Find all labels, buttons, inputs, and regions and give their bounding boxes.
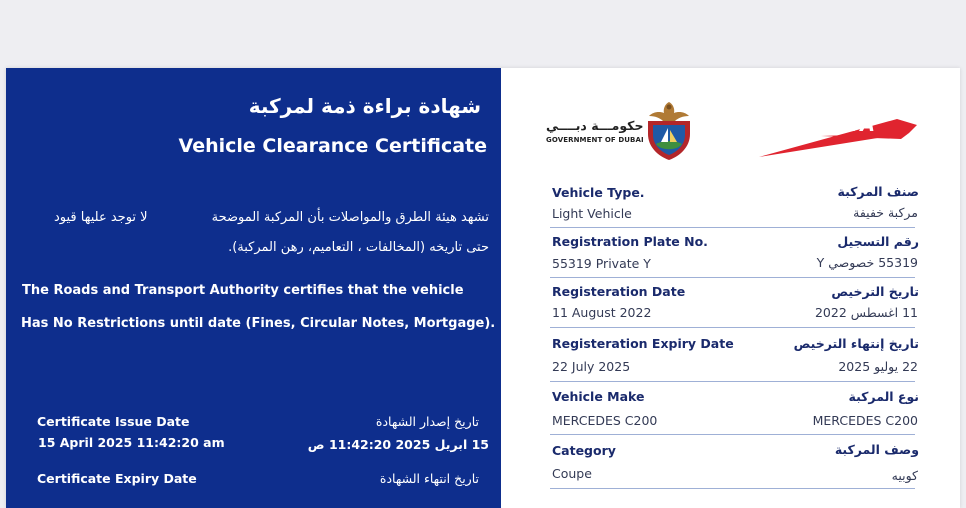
field-value-en: 11 August 2022 — [552, 305, 652, 320]
field-value-ar: 22 يوليو 2025 — [838, 359, 918, 374]
field-separator — [550, 434, 915, 435]
field-value-en: 55319 Private Y — [552, 256, 651, 271]
field-value-en: 22 July 2025 — [552, 359, 631, 374]
field-separator — [550, 327, 915, 328]
issue-date-value-en: 15 April 2025 11:42:20 am — [38, 435, 225, 450]
rta-logo-text: RTA — [833, 114, 876, 136]
certificate-info-panel — [6, 68, 501, 508]
field-value-ar: 55319 خصوصي Y — [816, 255, 918, 270]
issue-date-label-ar: تاريخ إصدار الشهادة — [375, 414, 479, 429]
gov-logo-arabic-text: حكومـــة دبــــي — [546, 118, 644, 133]
vehicle-details-panel — [501, 68, 960, 508]
field-label-ar: تاريخ إنتهاء الترخيص — [793, 336, 919, 351]
field-label-ar: رقم التسجيل — [837, 234, 919, 249]
statement-english-line1: The Roads and Transport Authority certifies that the vehicle — [22, 283, 464, 298]
field-separator — [550, 381, 915, 382]
title-english: Vehicle Clearance Certificate — [178, 135, 487, 157]
statement-arabic-line1b: لا توجد عليها قيود — [54, 210, 148, 225]
field-value-en: Coupe — [552, 466, 592, 481]
dubai-emblem-icon — [639, 100, 699, 162]
certificate-document — [6, 68, 960, 508]
field-label-en: Vehicle Make — [552, 389, 645, 404]
field-label-ar: صنف المركبة — [837, 184, 919, 199]
issue-date-value-ar: 15 ابريل 2025 11:42:20 ص — [307, 437, 489, 452]
field-label-en: Registration Plate No. — [552, 234, 708, 249]
field-value-ar: كوبيه — [891, 468, 918, 483]
field-separator — [550, 227, 915, 228]
issue-date-label-en: Certificate Issue Date — [37, 414, 190, 429]
statement-arabic-line1a: تشهد هيئة الطرق والمواصلات بأن المركبة الموضحة — [211, 210, 489, 225]
expiry-date-label-ar: تاريخ انتهاء الشهادة — [379, 471, 479, 486]
field-label-ar: تاريخ الترخيص — [831, 284, 919, 299]
field-label-en: Registeration Expiry Date — [552, 336, 734, 351]
field-label-ar: وصف المركبة — [834, 442, 919, 457]
title-arabic: شهادة براءة ذمة لمركبة — [248, 94, 481, 118]
field-label-en: Vehicle Type. — [552, 185, 645, 200]
field-value-ar: مركبة خفيفة — [853, 205, 918, 220]
field-value-en: Light Vehicle — [552, 206, 632, 221]
field-separator — [550, 277, 915, 278]
field-value-ar: 11 اغسطس 2022 — [814, 305, 918, 320]
field-label-en: Registeration Date — [552, 284, 686, 299]
statement-arabic-line2: حتى تاريخه (المخالفات ، التعاميم، رهن المركبة). — [228, 240, 489, 255]
field-value-en: MERCEDES C200 — [552, 413, 658, 428]
field-label-en: Category — [552, 443, 616, 458]
expiry-date-label-en: Certificate Expiry Date — [37, 471, 197, 486]
field-separator — [550, 488, 915, 489]
field-label-ar: نوع المركبة — [848, 389, 919, 404]
field-value-ar: MERCEDES C200 — [812, 413, 918, 428]
gov-logo-english-text: GOVERNMENT OF DUBAI — [546, 136, 644, 144]
statement-english-line2: Has No Restrictions until date (Fines, Circular Notes, Mortgage). — [21, 316, 496, 331]
